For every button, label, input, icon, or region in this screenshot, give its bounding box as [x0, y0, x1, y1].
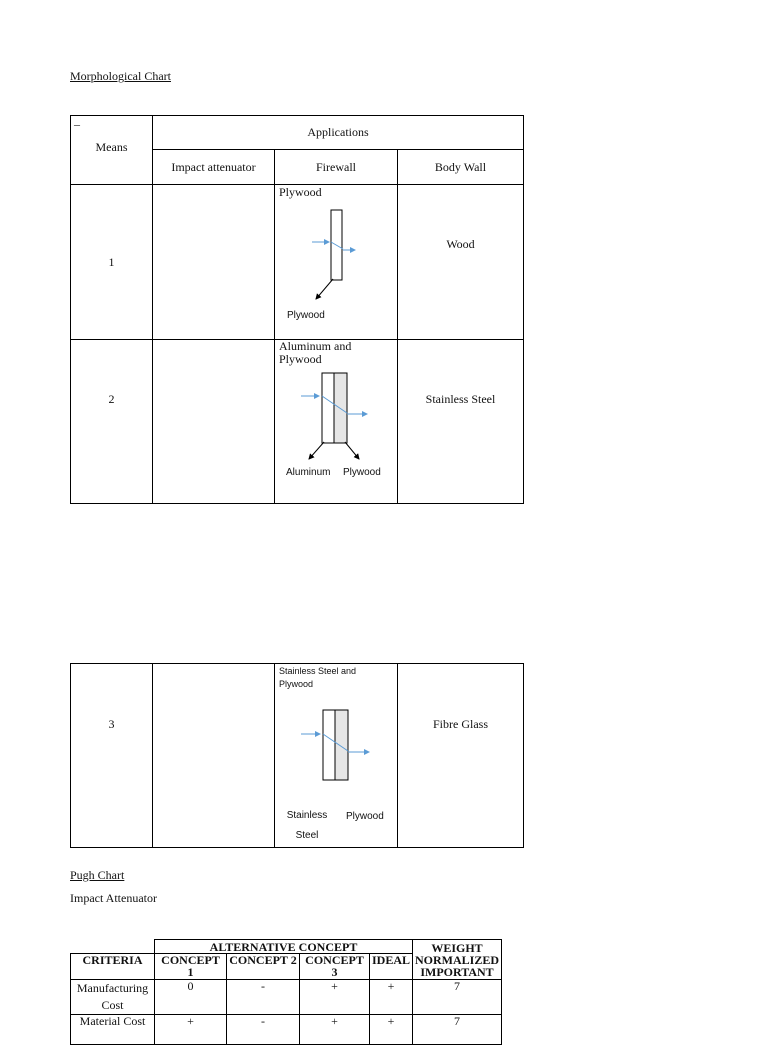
pugh-concept-2-header: CONCEPT 2	[227, 954, 300, 980]
pugh-weight-cell: 7	[413, 980, 502, 1015]
means-header: Means	[95, 139, 128, 154]
pugh-value-cell: +	[155, 1015, 227, 1045]
pugh-ideal-header: IDEAL	[370, 954, 413, 980]
row-2-label-aluminum: Aluminum	[286, 467, 331, 478]
pugh-empty-corner	[71, 940, 155, 954]
pugh-subtitle: Impact Attenuator	[70, 891, 157, 905]
table-row	[71, 1015, 502, 1045]
row-3-label-plywood: Plywood	[346, 811, 384, 822]
morph-chart-title: Morphological Chart	[70, 69, 171, 83]
row-2-number: 2	[108, 391, 115, 406]
pugh-value-cell: 0	[155, 980, 227, 1015]
row-2-label-plywood: Plywood	[343, 467, 381, 478]
row-3-label-stainless-steel: Stainless Steel	[286, 810, 328, 841]
pugh-concept-1-header: CONCEPT 1	[155, 954, 227, 980]
pugh-value-cell: -	[227, 1015, 300, 1045]
pugh-value-cell: +	[370, 980, 413, 1015]
row-1-body-wall: Wood	[446, 236, 475, 251]
row-3-number: 3	[108, 716, 115, 731]
pugh-table	[70, 939, 502, 1045]
pugh-criteria-cell: Material Cost	[71, 1015, 155, 1045]
pugh-criteria-cell: Manufacturing Cost	[71, 980, 155, 1015]
col-impact-attenuator: Impact attenuator	[171, 159, 256, 174]
col-firewall: Firewall	[316, 159, 356, 174]
col-body-wall: Body Wall	[434, 159, 487, 174]
row-1-label-plywood: Plywood	[287, 310, 325, 321]
pugh-criteria-header: CRITERIA	[71, 954, 155, 980]
applications-header: Applications	[307, 125, 369, 139]
pugh-value-cell: -	[227, 980, 300, 1015]
corner-mark: –	[74, 117, 80, 131]
row-2-body-wall: Stainless Steel	[425, 391, 496, 406]
pugh-chart-title: Pugh Chart	[70, 868, 125, 882]
pugh-weight-header: WEIGHT NORMALIZED IMPORTANT	[413, 940, 502, 980]
pugh-value-cell: +	[300, 1015, 370, 1045]
row-2-firewall-diagram	[275, 340, 397, 503]
row-1-firewall-caption: Plywood	[279, 185, 322, 199]
pugh-weight-cell: 7	[413, 1015, 502, 1045]
table-row	[71, 980, 502, 1015]
pugh-concept-3-header: CONCEPT 3	[300, 954, 370, 980]
row-1-number: 1	[108, 254, 115, 269]
pugh-group-header: ALTERNATIVE CONCEPT	[155, 940, 413, 954]
row-3-firewall-caption: Stainless Steel and Plywood	[279, 666, 357, 689]
pugh-value-cell: +	[370, 1015, 413, 1045]
pugh-value-cell: +	[300, 980, 370, 1015]
row-3-body-wall: Fibre Glass	[433, 716, 488, 731]
row-2-firewall-caption: Aluminum and Plywood	[279, 339, 352, 366]
